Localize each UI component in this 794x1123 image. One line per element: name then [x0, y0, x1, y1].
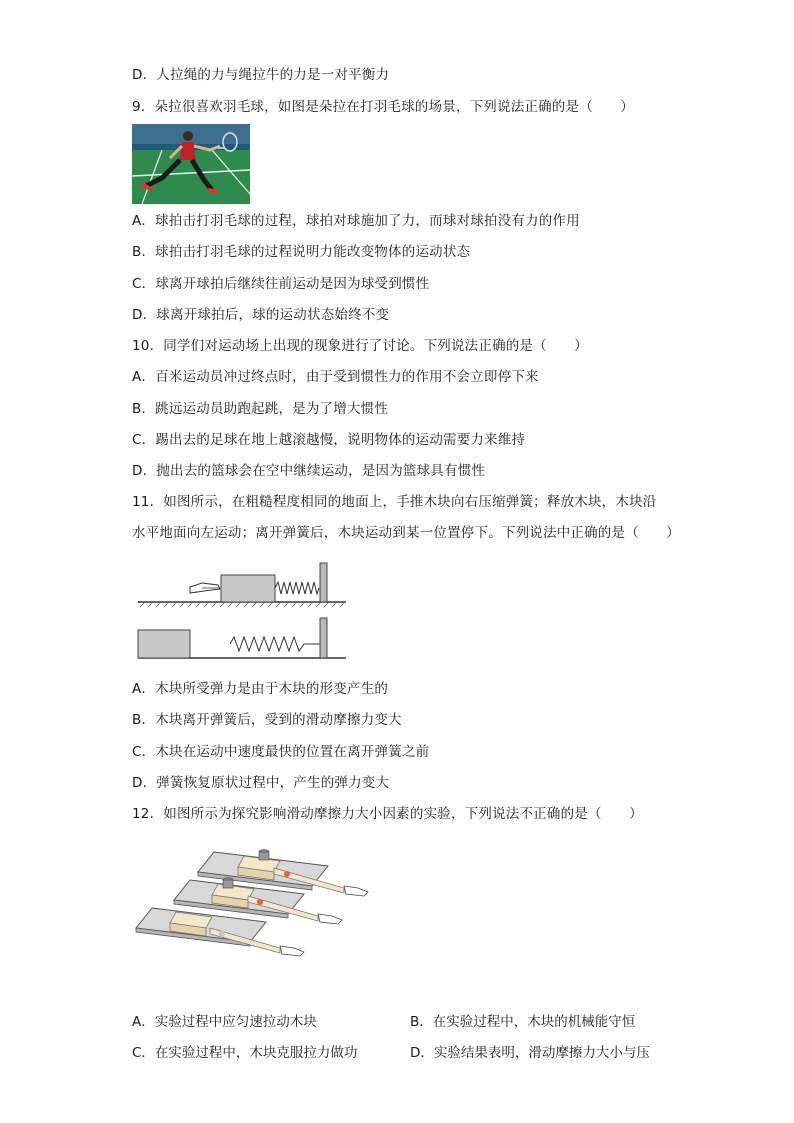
q11-option-d: D．弹簧恢复原状过程中，产生的弹力变大 [132, 775, 390, 791]
q8-option-d: D．人拉绳的力与绳拉牛的力是一对平衡力 [132, 67, 390, 83]
q10-option-b: B．跳远运动员助跑起跳，是为了增大惯性 [132, 401, 389, 417]
q10-option-c: C．踢出去的足球在地上越滚越慢，说明物体的运动需要力来维持 [132, 432, 526, 448]
q9-option-d: D．球离开球拍后，球的运动状态始终不变 [132, 307, 390, 323]
q11-option-c: C．木块在运动中速度最快的位置在离开弹簧之前 [132, 744, 430, 760]
q9-option-a: A．球拍击打羽毛球的过程，球拍对球施加了力，而球对球拍没有力的作用 [132, 213, 580, 229]
q12-option-d: D．实验结果表明，滑动摩擦力大小与压 [410, 1045, 650, 1061]
q10-option-a: A．百米运动员冲过终点时，由于受到惯性力的作用不会立即停下来 [132, 369, 539, 385]
q12-option-c: C．在实验过程中，木块克服拉力做功 [132, 1045, 358, 1061]
q10-option-d: D．抛出去的篮球会在空中继续运动，是因为篮球具有惯性 [132, 463, 486, 479]
friction-experiment-diagram [132, 838, 382, 968]
q9-stem: 9．朵拉很喜欢羽毛球，如图是朵拉在打羽毛球的场景，下列说法正确的是（ ） [132, 99, 634, 115]
spring-block-diagram [132, 555, 352, 665]
q11-stem-line2: 水平地面向左运动；离开弹簧后，木块运动到某一位置停下。下列说法中正确的是（ ） [132, 525, 680, 541]
q12-stem: 12．如图所示为探究影响滑动摩擦力大小因素的实验，下列说法不正确的是（ ） [132, 806, 643, 822]
q10-stem: 10．同学们对运动场上出现的现象进行了讨论。下列说法正确的是（ ） [132, 338, 588, 354]
q9-option-c: C．球离开球拍后继续往前运动是因为球受到惯性 [132, 276, 430, 292]
q11-stem-line1: 11．如图所示，在粗糙程度相同的地面上，手推木块向右压缩弹簧；释放木块，木块沿 [132, 494, 657, 510]
q11-option-b: B．木块离开弹簧后，受到的滑动摩擦力变大 [132, 712, 402, 728]
q9-option-b: B．球拍击打羽毛球的过程说明力能改变物体的运动状态 [132, 244, 471, 260]
q12-option-b: B．在实验过程中，木块的机械能守恒 [410, 1014, 636, 1030]
q12-option-a: A．实验过程中应匀速拉动木块 [132, 1014, 317, 1030]
q11-option-a: A．木块所受弹力是由于木块的形变产生的 [132, 681, 389, 697]
badminton-photo [132, 124, 250, 204]
